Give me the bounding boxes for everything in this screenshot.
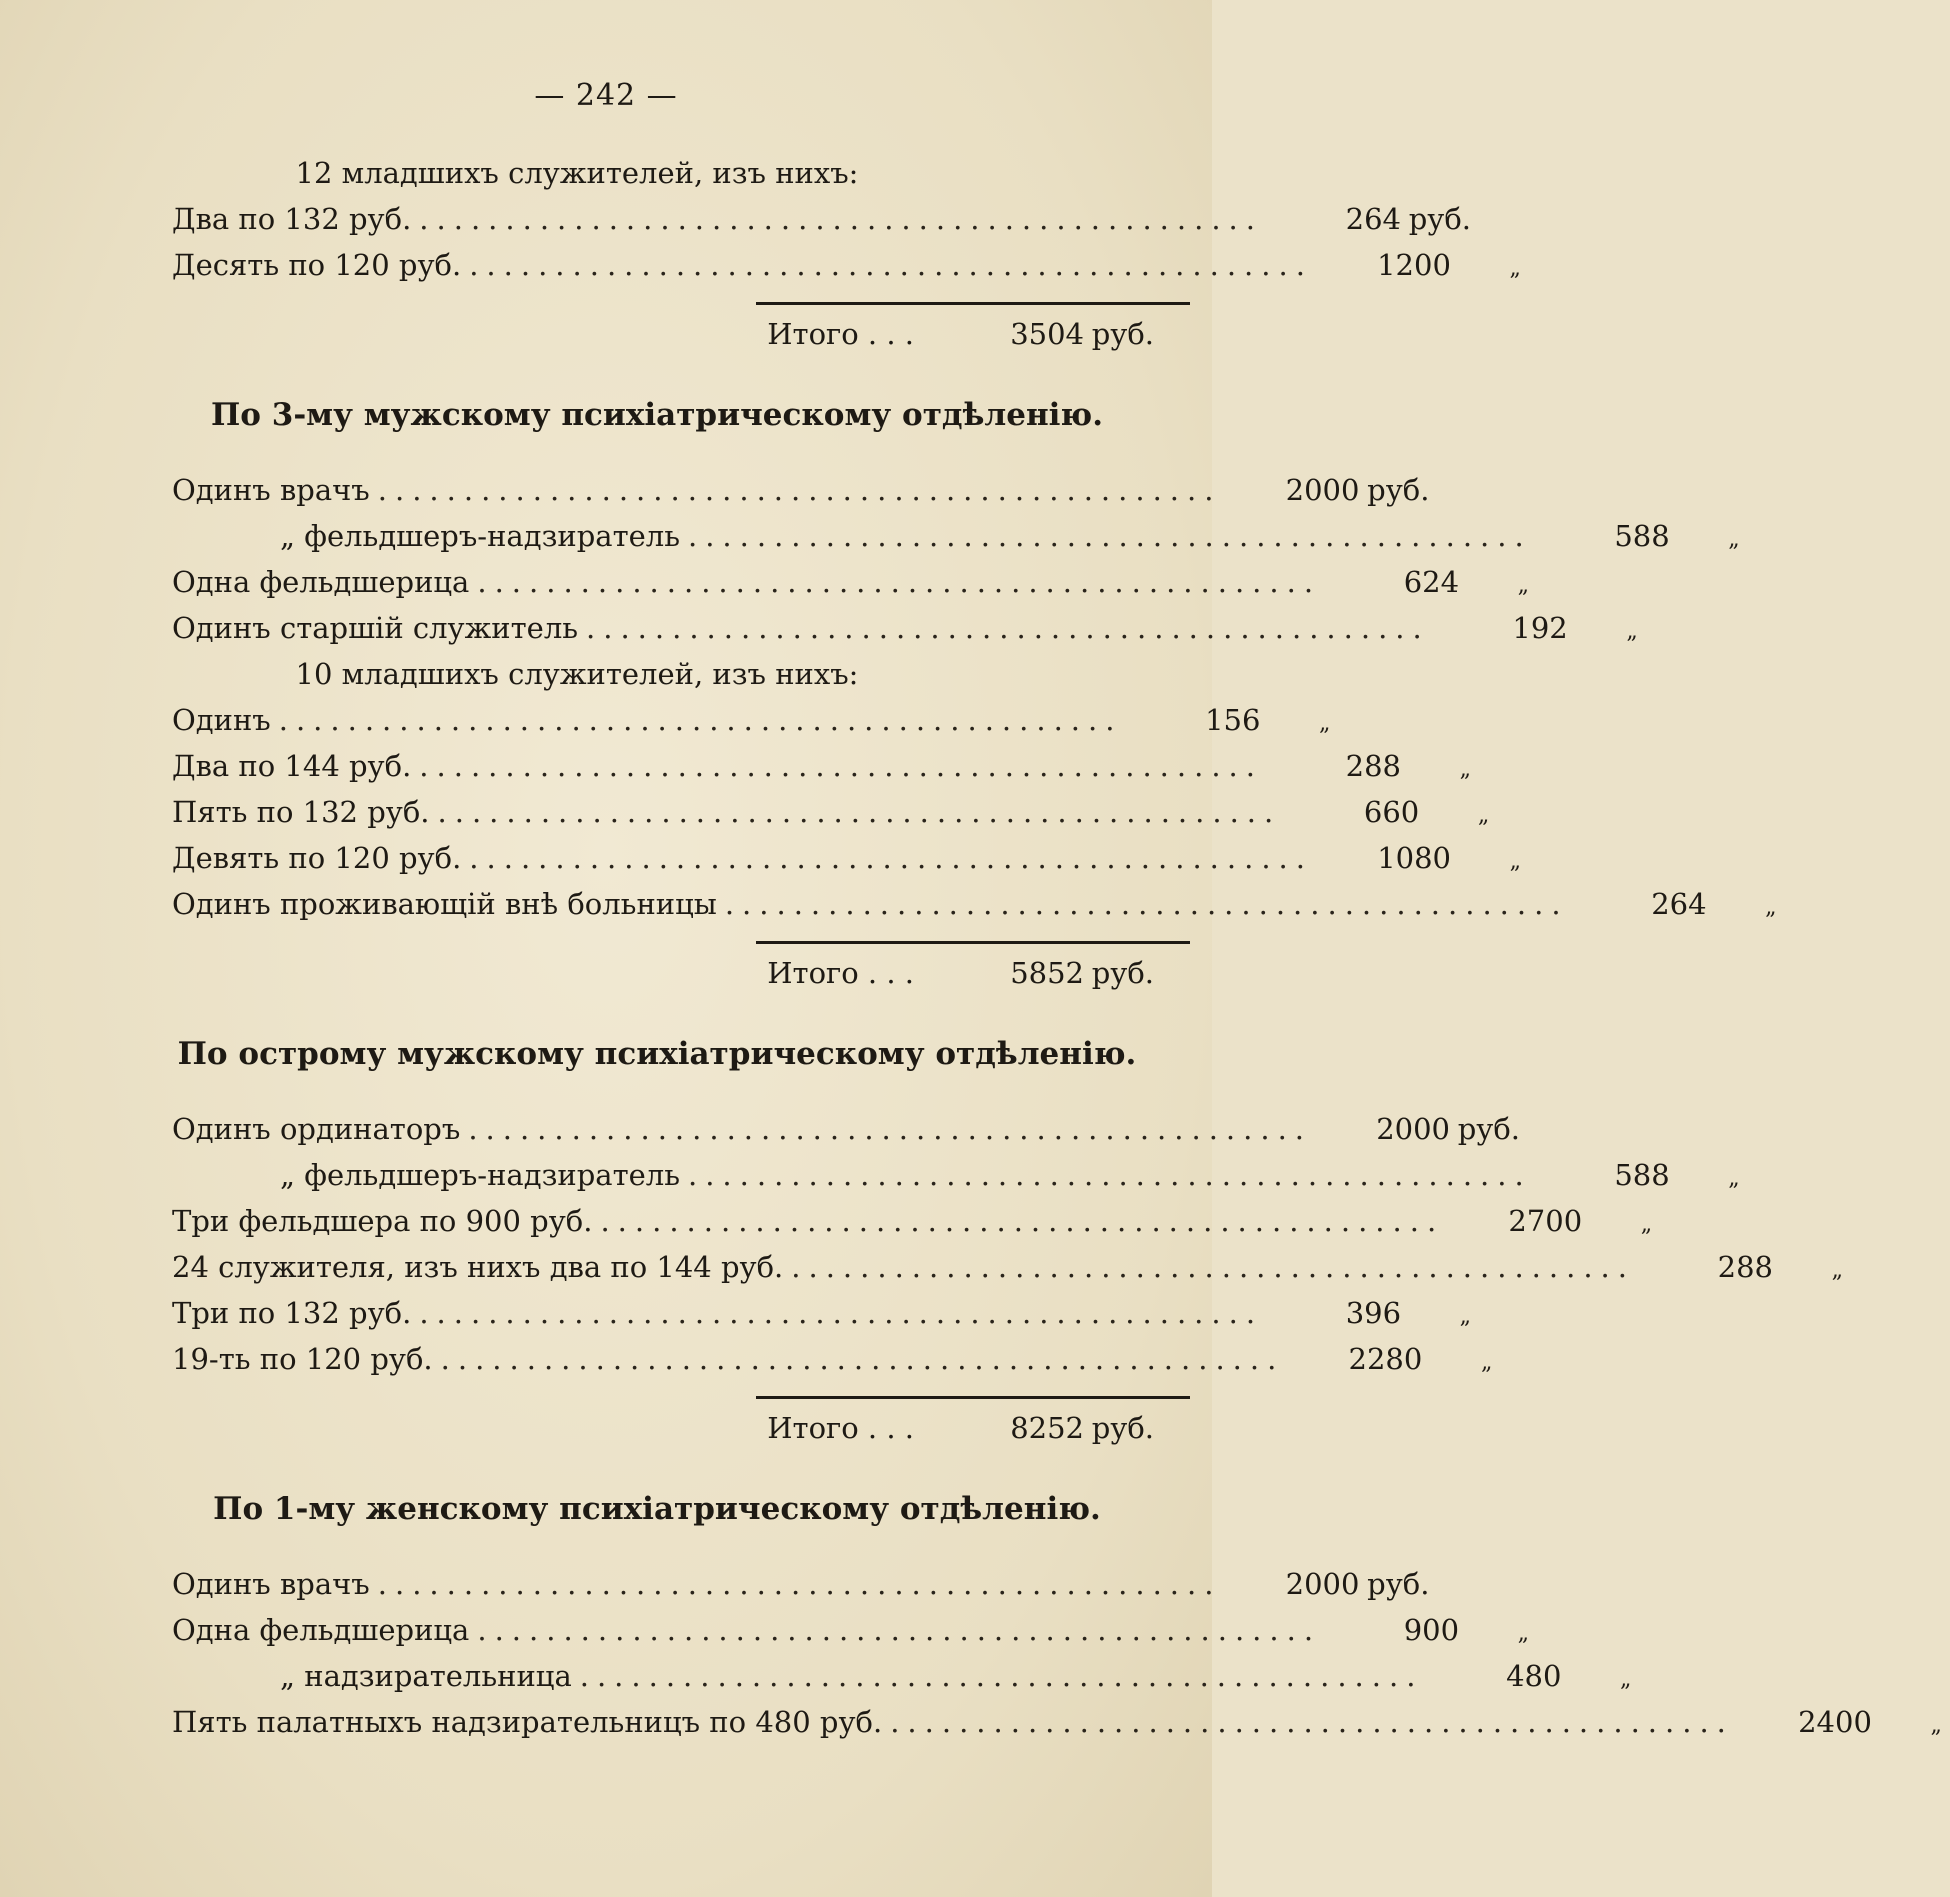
total-unit: руб. — [1091, 317, 1154, 351]
row-amount: 264 — [1345, 202, 1401, 236]
ledger-row — [172, 1561, 1430, 1607]
row-label: Два по 132 руб. — [172, 202, 412, 236]
page-content — [172, 150, 1942, 1745]
row-amount: 192 — [1512, 611, 1568, 645]
row-unit: „ — [1728, 1166, 1740, 1191]
leader-dots: ................................................. — [419, 202, 1263, 236]
row-label: „ фельдшеръ-надзиратель — [280, 1158, 680, 1192]
leader-dots: ................................................. — [278, 703, 1123, 737]
leader-dots: ................................................. — [477, 1613, 1322, 1647]
leader-dots: ................................................. — [469, 841, 1313, 875]
row-unit: „ — [1509, 256, 1521, 281]
leader-dots: ................................................. — [419, 749, 1263, 783]
row-label: Одна фельдшерица — [172, 1613, 470, 1647]
leader-dots: ................................................. — [440, 1342, 1285, 1376]
leader-dots: ................................................. — [890, 1705, 1734, 1739]
row-amount: 288 — [1717, 1250, 1773, 1284]
row-label: „ надзирательница — [280, 1659, 572, 1693]
ledger-row — [172, 1290, 1472, 1336]
ledger-row — [172, 196, 1471, 242]
ledger-row — [172, 1152, 1740, 1198]
row-label: Пять палатныхъ надзирательницъ по 480 руб. — [172, 1705, 883, 1739]
section-heading: По 3-му мужскому психіатрическому отдѣленію. — [211, 397, 1103, 433]
leader-dots: ................................................. — [477, 565, 1322, 599]
total-unit: руб. — [1091, 956, 1154, 990]
section-heading: По 1-му женскому психіатрическому отдѣленію. — [213, 1491, 1101, 1527]
row-label: Два по 144 руб. — [172, 749, 412, 783]
row-unit: „ — [1620, 1667, 1632, 1692]
leader-dots: ................................................. — [377, 473, 1222, 507]
row-amount: 1200 — [1377, 248, 1451, 282]
row-unit: руб. — [1367, 473, 1430, 507]
row-unit: „ — [1831, 1258, 1843, 1283]
row-amount: 660 — [1363, 795, 1420, 829]
row-label: Одинъ старшій служитель — [172, 611, 579, 645]
row-label: Три фельдшера по 900 руб. — [172, 1204, 593, 1238]
row-label: Три по 132 руб. — [172, 1296, 412, 1330]
row-unit: „ — [1459, 757, 1471, 782]
row-amount: 396 — [1345, 1296, 1402, 1330]
total-label: Итого . . . — [767, 956, 914, 990]
row-label: Одинъ врачъ — [172, 473, 370, 507]
row-unit: „ — [1765, 895, 1777, 920]
row-amount: 156 — [1205, 703, 1261, 737]
ledger-row — [172, 1699, 1942, 1745]
section-heading: По острому мужскому психіатрическому отдѣленію. — [177, 1036, 1137, 1072]
ledger-row — [172, 605, 1638, 651]
row-unit: „ — [1640, 1212, 1653, 1237]
row-unit: „ — [1509, 849, 1521, 874]
row-unit: „ — [1930, 1713, 1942, 1738]
row-amount: 2700 — [1508, 1204, 1583, 1238]
total-amount: 8252 — [1010, 1411, 1084, 1445]
total-label: Итого . . . — [767, 1411, 914, 1445]
staff-intro-line: 12 младшихъ служителей, изъ нихъ: — [295, 156, 859, 190]
row-unit: „ — [1728, 527, 1740, 552]
row-amount: 900 — [1403, 1613, 1460, 1647]
total-label: Итого . . . — [767, 317, 914, 351]
row-label: Десять по 120 руб. — [172, 248, 462, 282]
total-unit: руб. — [1091, 1411, 1154, 1445]
ledger-row — [172, 1607, 1530, 1653]
row-amount: 588 — [1614, 1158, 1670, 1192]
leader-dots: ................................................. — [724, 887, 1569, 921]
row-amount: 264 — [1651, 887, 1707, 921]
page-number: — 242 — — [534, 78, 678, 113]
row-unit: руб. — [1408, 202, 1471, 236]
total-amount: 3504 — [1010, 317, 1084, 351]
row-label: Одинъ — [172, 703, 271, 737]
leader-dots: ................................................. — [419, 1296, 1264, 1330]
total-row — [172, 311, 1162, 357]
row-amount: 624 — [1403, 565, 1460, 599]
row-amount: 288 — [1345, 749, 1401, 783]
ledger-row — [172, 789, 1490, 835]
ledger-row — [172, 743, 1471, 789]
row-amount: 480 — [1506, 1659, 1562, 1693]
row-amount: 2000 — [1285, 473, 1360, 507]
ledger-row — [172, 697, 1331, 743]
row-label: 19-ть по 120 руб. — [172, 1342, 433, 1376]
total-rule — [756, 302, 1190, 305]
row-label: Одинъ проживающій внѣ больницы — [172, 887, 717, 921]
total-row — [172, 1405, 1162, 1451]
leader-dots: ................................................. — [377, 1567, 1222, 1601]
total-rule — [756, 1396, 1190, 1399]
row-amount: 2000 — [1376, 1112, 1451, 1146]
row-label: Одна фельдшерица — [172, 565, 470, 599]
leader-dots: ................................................. — [437, 795, 1282, 829]
leader-dots: ................................................. — [468, 1112, 1313, 1146]
row-label: Девять по 120 руб. — [172, 841, 462, 875]
row-amount: 2400 — [1798, 1705, 1872, 1739]
leader-dots: ................................................. — [469, 248, 1313, 282]
row-label: Пять по 132 руб. — [172, 795, 430, 829]
ledger-row — [172, 881, 1777, 927]
leader-dots: ................................................. — [586, 611, 1430, 645]
row-unit: „ — [1477, 803, 1490, 828]
ledger-row — [172, 1336, 1493, 1382]
row-label: Одинъ ординаторъ — [172, 1112, 461, 1146]
ledger-row — [172, 835, 1521, 881]
row-label: 24 служителя, изъ нихъ два по 144 руб. — [172, 1250, 784, 1284]
leader-dots: ................................................. — [600, 1204, 1445, 1238]
row-label: „ фельдшеръ-надзиратель — [280, 519, 680, 553]
row-unit: „ — [1319, 711, 1331, 736]
staff-intro-line: 10 младшихъ служителей, изъ нихъ: — [295, 657, 859, 691]
ledger-row — [172, 559, 1530, 605]
ledger-row — [172, 1106, 1521, 1152]
ledger-row — [172, 1653, 1632, 1699]
row-unit: „ — [1480, 1350, 1493, 1375]
leader-dots: ................................................. — [688, 519, 1532, 553]
row-unit: руб. — [1457, 1112, 1521, 1146]
ledger-row — [172, 513, 1740, 559]
row-amount: 588 — [1614, 519, 1670, 553]
leader-dots: ................................................. — [579, 1659, 1424, 1693]
row-amount: 2000 — [1285, 1567, 1360, 1601]
ledger-row — [172, 467, 1430, 513]
ledger-row — [172, 1244, 1843, 1290]
row-amount: 2280 — [1348, 1342, 1423, 1376]
row-unit: „ — [1626, 619, 1638, 644]
ledger-row — [172, 242, 1521, 288]
row-amount: 1080 — [1377, 841, 1451, 875]
leader-dots: ................................................. — [791, 1250, 1635, 1284]
ledger-row — [172, 1198, 1653, 1244]
row-unit: „ — [1459, 1304, 1472, 1329]
total-amount: 5852 — [1010, 956, 1084, 990]
row-label: Одинъ врачъ — [172, 1567, 370, 1601]
total-row — [172, 950, 1162, 996]
row-unit: „ — [1517, 573, 1530, 598]
total-rule — [756, 941, 1190, 944]
row-unit: „ — [1517, 1621, 1530, 1646]
leader-dots: ................................................. — [688, 1158, 1532, 1192]
row-unit: руб. — [1367, 1567, 1430, 1601]
